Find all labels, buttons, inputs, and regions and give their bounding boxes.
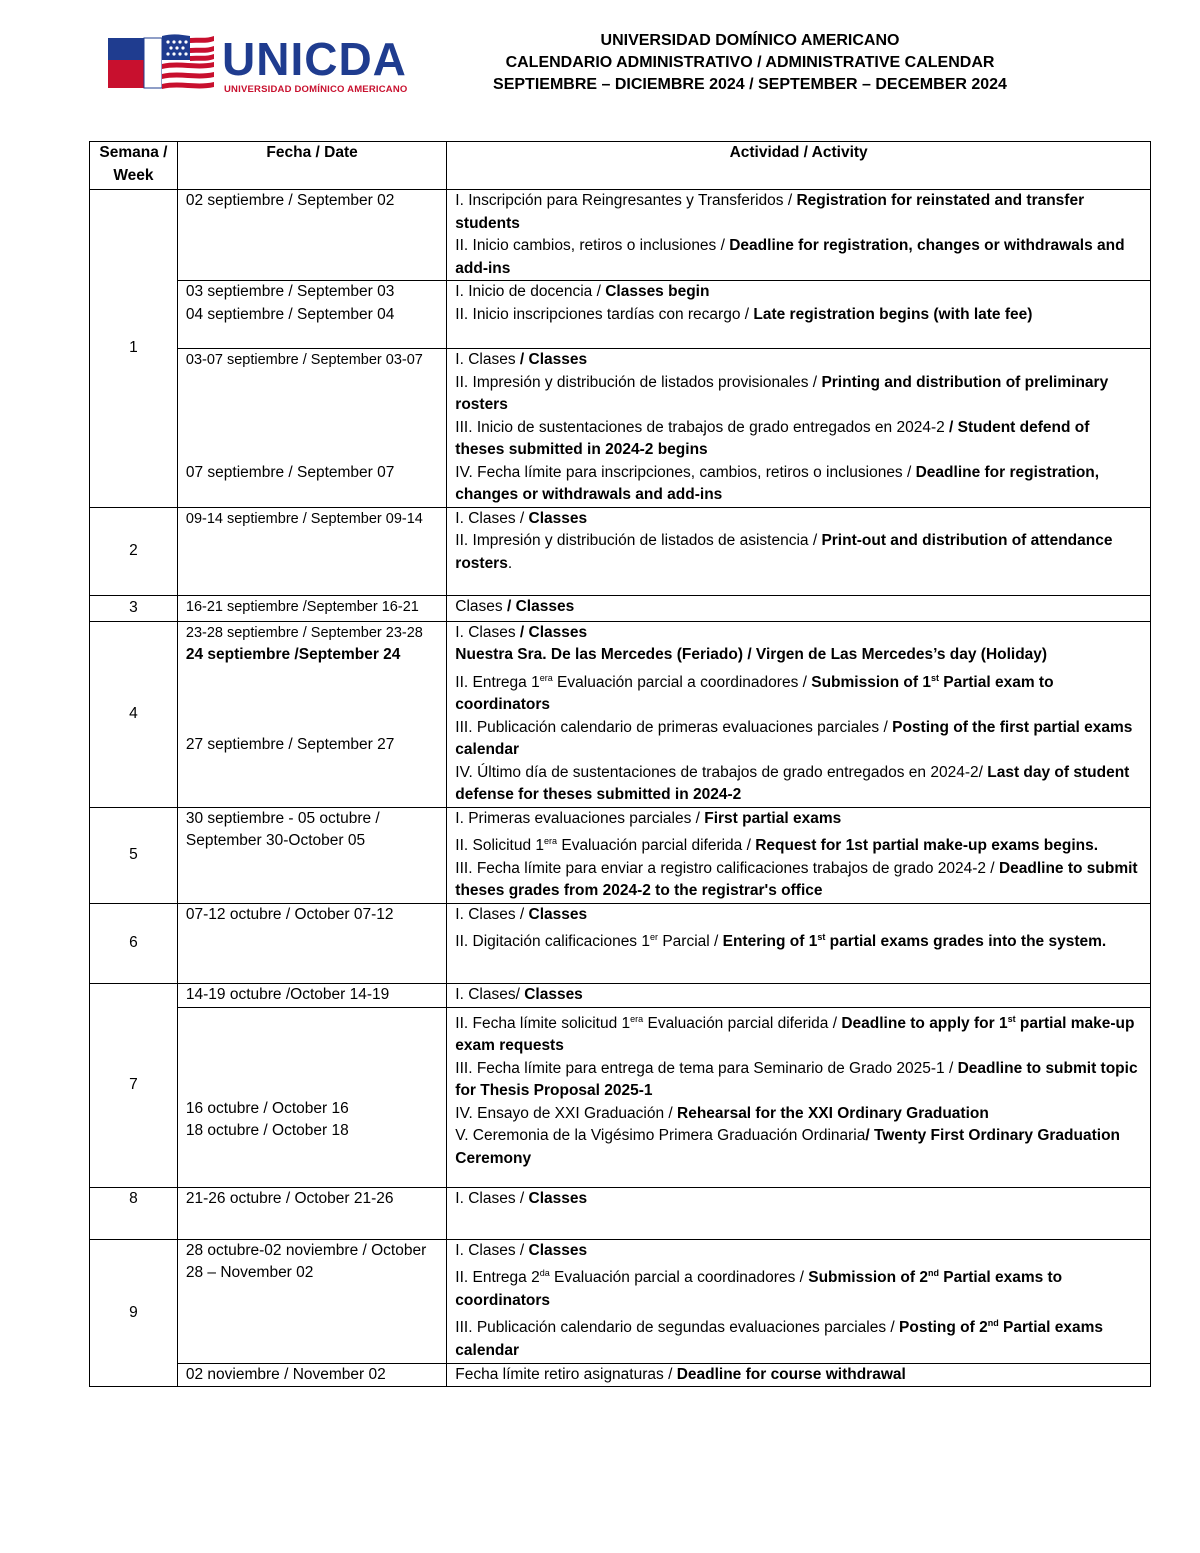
date-cell: 03 septiembre / September 03 04 septiembre / September 04 [177,281,446,349]
date-cell: 16 octubre / October 16 18 octubre / October 18 [177,1007,446,1187]
table-row [90,1239,1151,1363]
activity-cell: I. Clases / Classes II. Entrega $2^{da}$ Evaluación parcial a coordinadores / Submission of 2nd Partial exams to coordinators III. Publicación calendario de segundas evaluaciones parciales / Posting of 2nd Partial exams calendar [447,1239,1151,1363]
week-number: 3 [90,595,178,621]
document-header [440,30,1060,96]
flag-emblem-icon [104,30,216,98]
date-cell: 02 noviembre / November 02 [177,1363,446,1387]
activity-cell: Clases / Classes [447,595,1151,621]
calendar-table [89,141,1151,1387]
logo-wordmark: UNICDA [222,33,407,85]
week-number: 4 [90,621,178,807]
table-row [90,1363,1151,1387]
table-row [90,281,1151,349]
table-header-row [90,142,1151,190]
table-row [90,190,1151,281]
table-row [90,507,1151,595]
date-cell: 28 octubre-02 noviembre / October 28 – November 02 [177,1239,446,1363]
university-logo [104,30,428,98]
header-period: SEPTIEMBRE – DICIEMBRE 2024 / SEPTEMBER – DECEMBER 2024 [493,76,1007,93]
activity-cell: I. Primeras evaluaciones parciales / First partial exams II. Solicitud $1^{era}$ Evaluación parcial diferida / Request for 1st partial make-up exams begins. III. Fecha límite para enviar a registro calificaciones trabajos de grado 2024-2 / Deadline to submit theses grades from 2024-2 to the registrar's office [447,807,1151,903]
date-cell: 30 septiembre - 05 octubre / September 30-October 05 [177,807,446,903]
header-activity: Actividad / Activity [447,142,1151,190]
week-number: 7 [90,983,178,1187]
date-cell: 14-19 octubre /October 14-19 [177,983,446,1007]
date-cell: 07-12 octubre / October 07-12 [177,903,446,983]
week-number: 9 [90,1239,178,1386]
activity-cell: I. Clases / Classes Nuestra Sra. De las Mercedes (Feriado) / Virgen de Las Mercedes’s day (Holiday) II. Entrega $1^{era}$ Evaluación parcial a coordinadores / Submission of 1st Partial exam to coordinators III. Publicación calendario de primeras evaluaciones parciales / Posting of the first partial exams calendar IV. Último día de sustentaciones de trabajos de grado entregados en 2024-2/ Last day of student defense for theses submitted in 2024-2 [447,621,1151,807]
table-row [90,1187,1151,1239]
week-number: 8 [90,1187,178,1239]
activity-cell: I. Clases / Classes II. Impresión y distribución de listados provisionales / Printing and distribution of preliminary rosters III. Inicio de sustentaciones de trabajos de grado entregados en 2024-2 / Student defend of theses submitted in 2024-2 begins IV. Fecha límite para inscripciones, cambios, retiros o inclusiones / Deadline for registration, changes or withdrawals and add-ins [447,349,1151,508]
header-calendar-title: CALENDARIO ADMINISTRATIVO / ADMINISTRATIVE CALENDAR [505,54,995,71]
week-number: 6 [90,903,178,983]
week-number: 5 [90,807,178,903]
activity-cell: I. Clases / Classes II. Digitación calificaciones 1er Parcial / Entering of 1st partial exams grades into the system. [447,903,1151,983]
table-row [90,621,1151,807]
date-cell: 09-14 septiembre / September 09-14 [177,507,446,595]
week-number: 2 [90,507,178,595]
activity-cell: I. Clases / Classes II. Impresión y distribución de listados de asistencia / Print-out and distribution of attendance rosters. [447,507,1151,595]
activity-cell: I. Clases / Classes [447,1187,1151,1239]
table-row [90,903,1151,983]
date-cell: 02 septiembre / September 02 [177,190,446,281]
table-row [90,595,1151,621]
table-row [90,983,1151,1007]
date-cell: 16-21 septiembre /September 16-21 [177,595,446,621]
date-cell: 21-26 octubre / October 21-26 [177,1187,446,1239]
activity-cell: I. Inscripción para Reingresantes y Transferidos / Registration for reinstated and transfer students II. Inicio cambios, retiros o inclusiones / Deadline for registration, changes or withdrawals and add-ins [447,190,1151,281]
table-row [90,1007,1151,1187]
header-date: Fecha / Date [177,142,446,190]
date-cell: 23-28 septiembre / September 23-28 24 septiembre /September 24 27 septiembre / September 27 [177,621,446,807]
table-row [90,807,1151,903]
activity-cell: II. Fecha límite solicitud $1^{era}$ Evaluación parcial diferida / Deadline to apply for 1st partial make-up exam requests III. Fecha límite para entrega de tema para Seminario de Grado 2025-1 / Deadline to submit topic for Thesis Proposal 2025-1 IV. Ensayo de XXI Graduación / Rehearsal for the XXI Ordinary Graduation V. Ceremonia de la Vigésimo Primera Graduación Ordinaria/ Twenty First Ordinary Graduation Ceremony [447,1007,1151,1187]
logo-subtitle: UNIVERSIDAD DOMÍNICO AMERICANO [224,84,408,95]
table-row [90,349,1151,508]
activity-cell: Fecha límite retiro asignaturas / Deadline for course withdrawal [447,1363,1151,1387]
date-cell: 03-07 septiembre / September 03-07 07 septiembre / September 07 [177,349,446,508]
header-university: UNIVERSIDAD DOMÍNICO AMERICANO [600,32,900,49]
header-week: Semana / Week [90,142,178,190]
activity-cell: I. Clases/ Classes [447,983,1151,1007]
week-number: 1 [90,190,178,508]
activity-cell: I. Inicio de docencia / Classes begin II. Inicio inscripciones tardías con recargo / Late registration begins (with late fee) [447,281,1151,349]
